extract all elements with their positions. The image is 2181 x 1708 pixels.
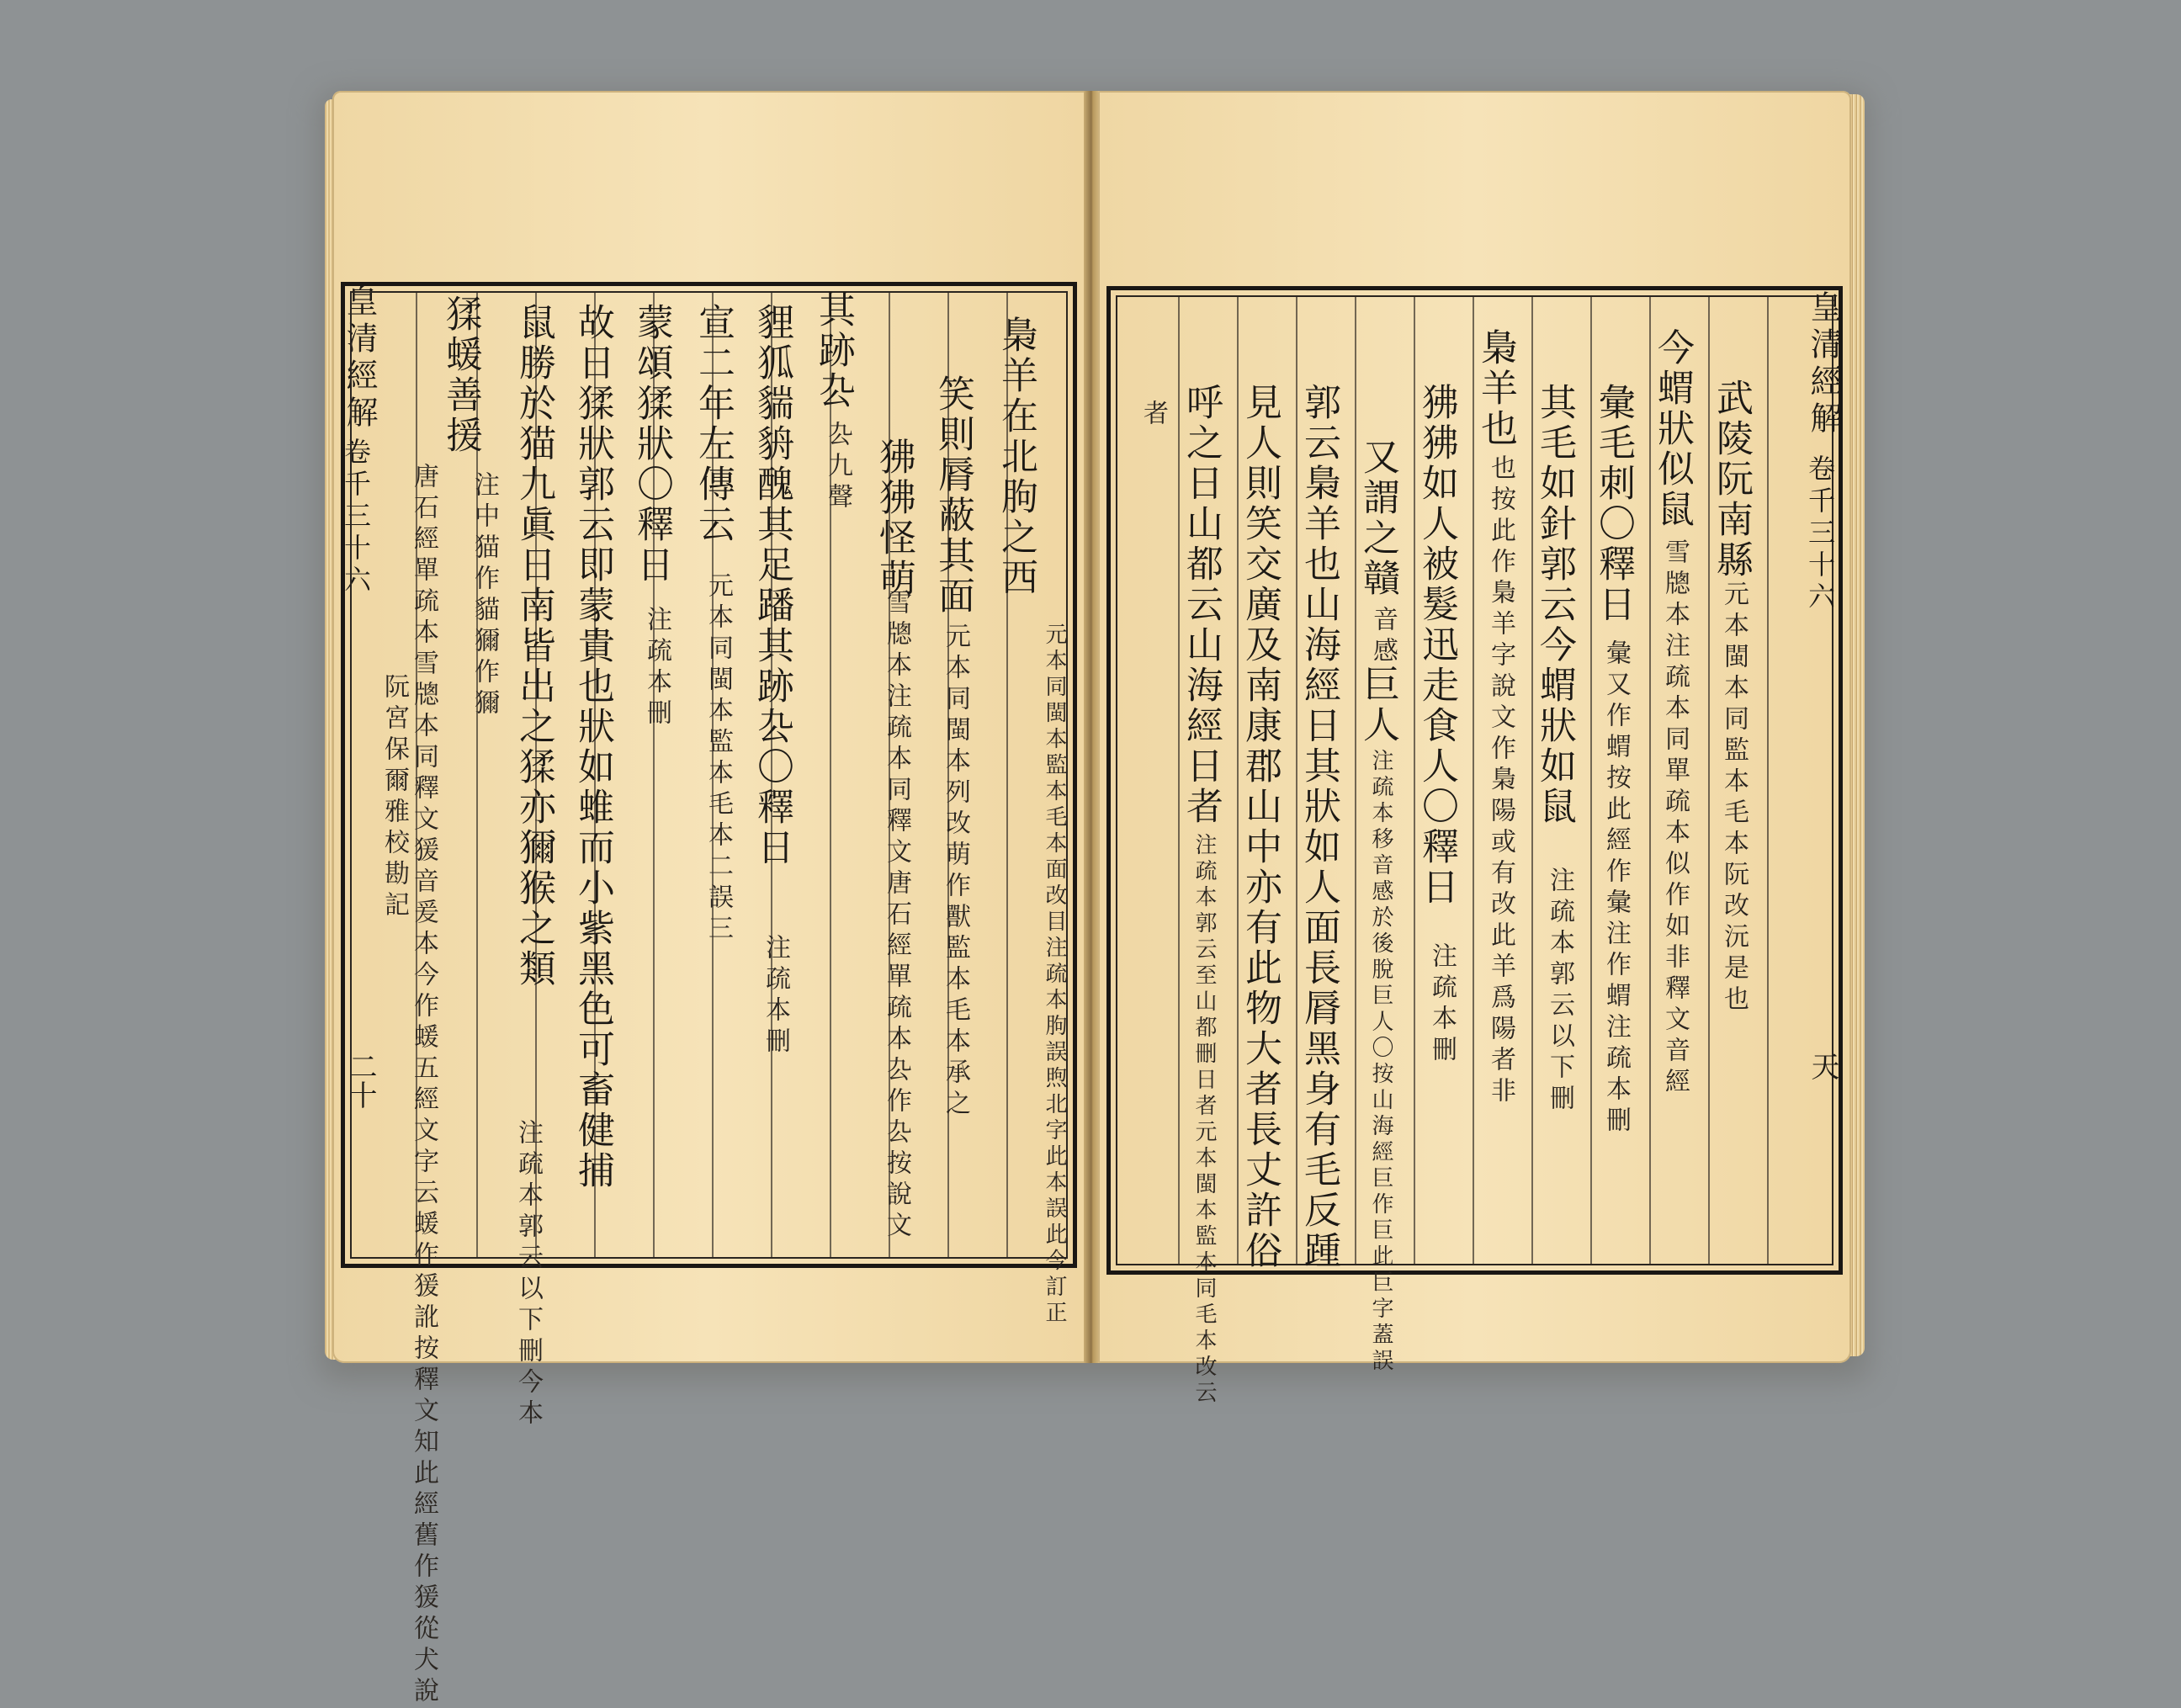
column-note-text: 注疏本刪: [1427, 942, 1457, 1067]
column-main-text: 猱蝯善援: [439, 294, 482, 456]
column-note-text: 注疏本郭云以下刪: [1545, 867, 1574, 1116]
column-note-text: 注疏本刪: [761, 934, 790, 1058]
column-main-text: 宣二年左傳云: [692, 303, 735, 545]
column-note-text: 唐石經單疏本雪牕本同釋文猨音爰本今作蝯五經文字云蝯作猨訛按釋文知此經舊作猨從犬說: [409, 463, 438, 1708]
column-main-text: 狒狒如人被髮迅走食人〇釋日: [1415, 383, 1458, 908]
right-banner-title: 皇清經解: [1805, 290, 1842, 438]
column-main-text: 又謂之贛: [1356, 438, 1399, 599]
column-note-text: 注中猫作貓獮作獮: [470, 471, 499, 720]
column-main-text: 其毛如針郭云今蝟狀如鼠: [1533, 383, 1576, 827]
column-note-text: 注疏本刪: [642, 606, 671, 730]
column-main-text: 其跡厹: [812, 290, 855, 411]
left-banner-book-title: 阮宮保爾雅校勘記: [379, 673, 409, 922]
left-banner-title: 皇清經解: [341, 284, 378, 432]
column-note-text: 注疏本移音感於後脫巨人〇按山海經巨作巨此巨字蓋誤: [1368, 749, 1393, 1375]
column-main-text: 郭云梟羊也山海經日其狀如人面長脣黑身有毛反踵: [1297, 383, 1340, 1271]
column-note-text: 雪牕本注疏本同單疏本似作如非釋文音經: [1660, 538, 1690, 1099]
column-main-text: 故日猱狀郭云即蒙貴也狀如蜼而小紫黑色可畜健捕: [571, 303, 614, 1191]
column-note-text: 注疏本郭云至山都刪日者元本閩本監本同毛本改云: [1191, 833, 1217, 1407]
column-main-text: 蒙頌猱狀〇釋日: [630, 303, 673, 586]
column-note-text: 厹九聲: [823, 421, 852, 514]
column-main-text: 狒狒怪萌: [873, 438, 915, 599]
column-main-text: 巨人: [1356, 665, 1399, 745]
column-main-text: 呼之日山都云山海經日者: [1180, 383, 1223, 827]
right-column-rule: [1767, 297, 1769, 1264]
column-note-text: 元本同閩本監本毛本二誤三: [703, 572, 733, 946]
column-note-text: 元本同閩本列改萌作獸監本毛本承之: [941, 623, 970, 1121]
column-note-text: 也按此作梟羊字說文作梟陽或有改此羊爲陽者非: [1486, 454, 1515, 1108]
column-main-text: 貍狐貒貈醜其足蹯其跡厹〇釋日: [751, 303, 793, 868]
left-page-number: 二十: [343, 1052, 377, 1109]
column-main-text: 梟羊在北朐之西: [995, 316, 1037, 598]
right-page-number: 天: [1806, 1052, 1839, 1080]
left-banner-section: 卷千三十六: [340, 438, 372, 597]
column-main-text: 梟羊也: [1474, 328, 1517, 449]
column-note-text: 者: [1138, 400, 1168, 431]
right-banner-section: 卷千三十六: [1804, 454, 1836, 614]
column-main-text: 彙毛刺〇釋日: [1592, 383, 1635, 625]
column-main-text: 今蝟狀似鼠: [1651, 328, 1694, 530]
column-note-text: 彙又作蝟按此經作彙注作蝟注疏本刪: [1601, 639, 1631, 1138]
column-main-text: 武陵阮南縣: [1710, 379, 1753, 581]
column-main-text: 笑則脣蔽其面: [931, 374, 974, 617]
column-note-text: 元本同閩本監本毛本面改目注疏本朐誤煦北字此本誤此今訂正: [1042, 623, 1067, 1327]
column-note-text: 雪牕本注疏本同釋文唐石經單疏本厹作厹按說文: [882, 589, 911, 1243]
column-note-text: 音感: [1368, 606, 1398, 668]
column-note-text: 元本閩本同監本毛本阮改沅是也: [1719, 581, 1749, 1016]
column-note-text: 注疏本郭云以下刪今本: [513, 1119, 543, 1430]
column-main-text: 見人則笑交廣及南康郡山中亦有此物大者長丈許俗: [1239, 383, 1282, 1271]
column-main-text: 鼠勝於猫九眞日南皆出之猱亦獮猴之類: [512, 303, 555, 989]
